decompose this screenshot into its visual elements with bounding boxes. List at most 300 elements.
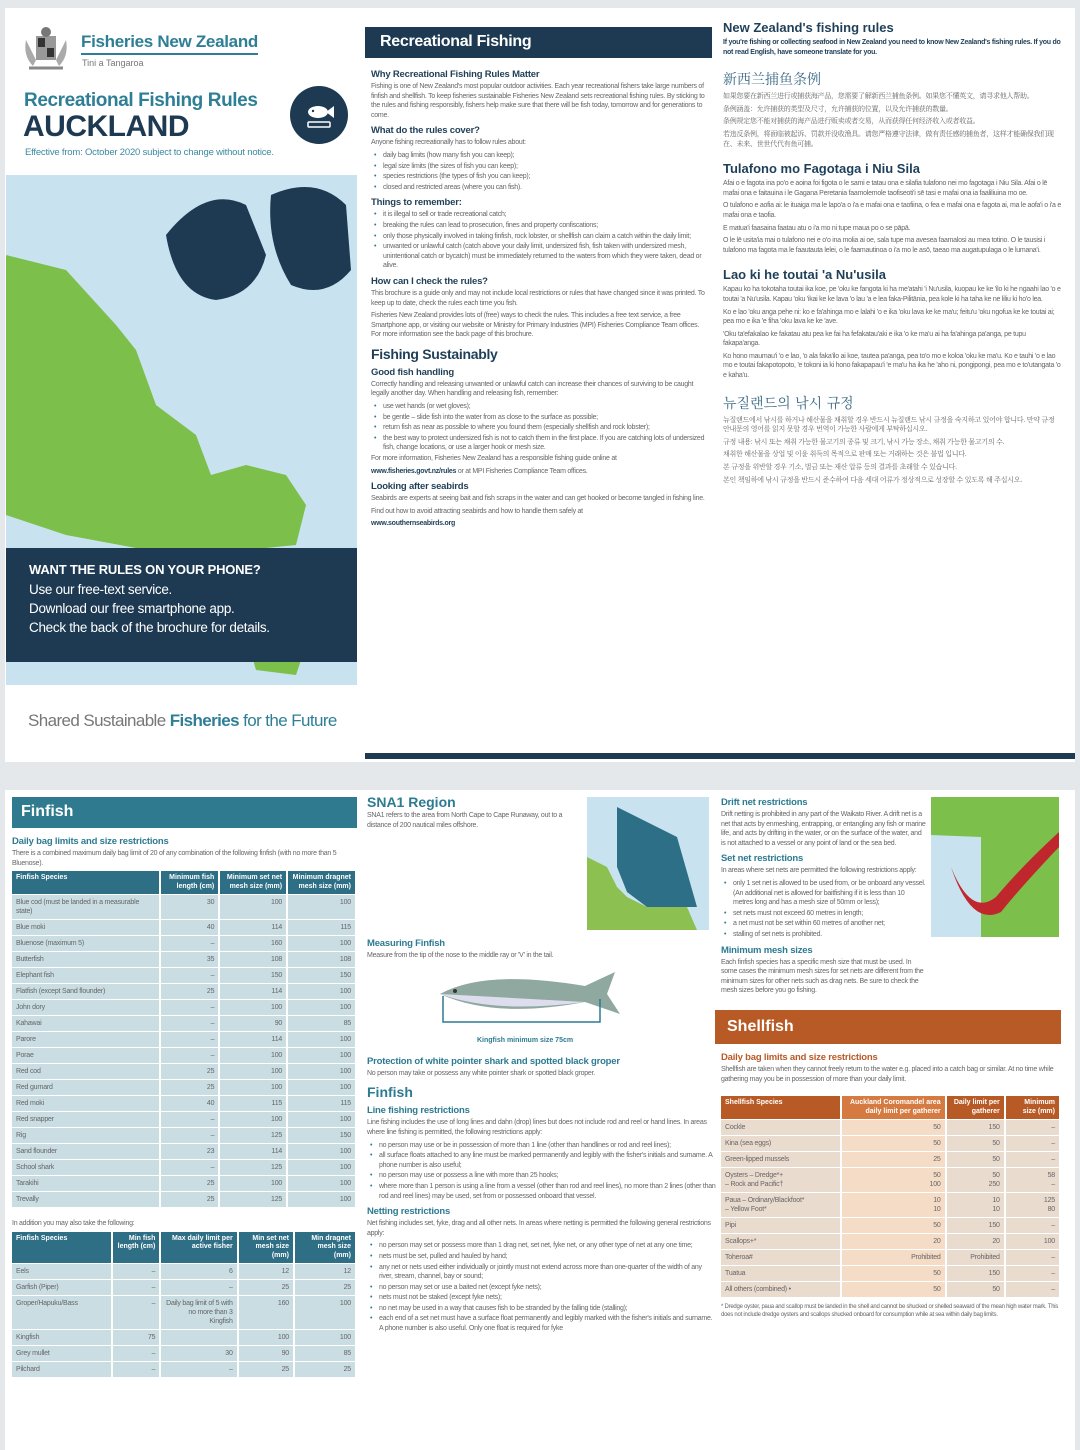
table-row: [12, 1144, 356, 1160]
table-cell: 50: [946, 1136, 1005, 1152]
table-cell: Garfish (Piper): [12, 1280, 112, 1296]
table-cell: 12: [238, 1264, 294, 1280]
paragraph: If you're fishing or collecting seafood in New Zealand you need to know New Zealand's fishing rules. If you do not read English, have someone translate for you.: [723, 39, 1061, 56]
table-row: [12, 1016, 356, 1032]
table-cell: Prohibited: [841, 1250, 946, 1266]
table-cell: 100: [219, 1048, 287, 1064]
table-row: [12, 952, 356, 968]
table-cell: Toheroa#: [721, 1250, 841, 1266]
paragraph: In areas where set nets are permitted the following restrictions apply:: [721, 867, 917, 875]
section-heading: Looking after seabirds: [371, 481, 469, 493]
table-cell: 100: [287, 1112, 356, 1128]
table-cell: 100: [287, 984, 356, 1000]
table-cell: 108: [287, 952, 356, 968]
table-cell: Red cod: [12, 1064, 160, 1080]
table-cell: 150: [946, 1120, 1005, 1136]
paragraph: 若违反条例，将面临被起诉、罚款并没收渔具。请您严格遵守法律，做有责任感的捕鱼者，这样才能确保我们现在、未来、世世代代有鱼可捕。: [723, 130, 1054, 148]
table-row: [12, 984, 356, 1000]
table-cell: 150: [946, 1266, 1005, 1282]
website-link[interactable]: www.southernseabirds.org: [371, 520, 455, 528]
content-blocks: [365, 58, 712, 529]
footer-stripe: [365, 753, 1075, 759]
measuring-title: Measuring Finfish: [367, 938, 445, 950]
list-item: • all surface floats attached to any line must be marked permanently and legibly with the fisher's initials and surname. A phone number is also useful;: [367, 1151, 717, 1170]
table-cell: 85: [287, 1016, 356, 1032]
table-cell: 50: [946, 1282, 1005, 1298]
section-heading: Protection of white pointer shark and spotted black groper: [367, 1055, 620, 1067]
table-cell: 100: [219, 1080, 287, 1096]
table-cell: 6: [160, 1264, 237, 1280]
table-cell: 58 –: [1005, 1168, 1060, 1193]
table-cell: John dory: [12, 1000, 160, 1016]
table-cell: Green-lipped mussels: [721, 1152, 841, 1168]
table-row: [12, 1264, 356, 1280]
table-row: [12, 1280, 356, 1296]
table-cell: 90: [219, 1016, 287, 1032]
table-row: [721, 1136, 1060, 1152]
table-cell: –: [160, 1160, 219, 1176]
table-cell: Oysters – Dredge*+ – Rock and Pacific†: [721, 1168, 841, 1193]
table-cell: –: [160, 968, 219, 984]
table-cell: 100: [287, 895, 356, 920]
table-row: [12, 1176, 356, 1192]
paragraph: O le lē usita'ia mai o tulafono nei e o'o ina molia ai oe, sala tupe ma avesea faamalosi au mea totino. O le tausisi i tulafono ma fagota ma le faautauta lelei, o le faamautinoa o i'a mo le asō, taeao ma augatupulaga o le lumana'i.: [723, 237, 1046, 254]
table-cell: 125: [219, 1192, 287, 1208]
table-cell: Bluenose (maximum 5): [12, 936, 160, 952]
table-cell: Tarakihi: [12, 1176, 160, 1192]
table-row: [721, 1266, 1060, 1282]
table-cell: 20: [841, 1234, 946, 1250]
paragraph: O tulafono e aofia ai: le ituaiga ma le lapo'a o i'a e mafai ona e taofiina, o fea e mafai ona e fagota ai, ma le aofa'i o i'a e mafai ona e taofia.: [723, 202, 1061, 219]
table-cell: 100: [219, 1176, 287, 1192]
table-cell: –: [1005, 1282, 1060, 1298]
table-cell: –: [160, 1048, 219, 1064]
table-cell: 25: [238, 1362, 294, 1378]
table-cell: –: [1005, 1152, 1060, 1168]
shellfish-header: Shellfish: [715, 1010, 1061, 1044]
section-heading: What do the rules cover?: [371, 125, 480, 137]
table-cell: 12: [294, 1264, 356, 1280]
table-cell: 10 10: [841, 1193, 946, 1218]
list-item: • no person may use or possess a line with more than 25 hooks;: [367, 1171, 717, 1181]
table-cell: 40: [160, 1096, 219, 1112]
content-blocks: [721, 797, 926, 996]
table-cell: 50: [841, 1218, 946, 1234]
paragraph: Kapau ko ha tokotaha toutai ika koe, pe 'oku ke fangota ki ha me'atahi 'i Nu'usila, kuopau ke ke 'ilo ki he ngaahi lao 'o e toutai 'a Nu'usila. Kapau 'oku 'ikai ke ke lava 'o lau 'a e lea faka-Pilitānia, pea kole ki ha taha ke ne liliu ki ho'o lea.: [723, 286, 1061, 303]
list-item: • the best way to protect undersized fish is not to catch them in the first place. If you are catching lots of undersized fish, change locations, or use a larger hook or mesh size.: [371, 434, 706, 453]
table-cell: Grey mullet: [12, 1346, 112, 1362]
sna1-title: SNA1 Region: [367, 794, 456, 810]
also-note: In addition you may also take the following:: [12, 1220, 135, 1228]
table-cell: All others (combined) •: [721, 1282, 841, 1298]
paragraph: Afai o e fagota ina po'o e aoina foi figota o le sami e tatau ona e silafia tulafono nei mo fagotaga i Niu Sila. Afai o lē mafai ona e faitauina i le Gagana Peretania faamolemole taofiseoti'i sē tasi e mafai ona ia faaliliuina mo oe.: [723, 180, 1048, 197]
table-cell: 100: [287, 1192, 356, 1208]
table-cell: Trevally: [12, 1192, 160, 1208]
table-cell: 100: [287, 1160, 356, 1176]
language-heading: Lao ki he toutai 'a Nu'usila: [723, 267, 886, 283]
table-cell: 125: [219, 1160, 287, 1176]
table-cell: Flatfish (except Sand flounder): [12, 984, 160, 1000]
shellfish-subheading: Daily bag limits and size restrictions: [721, 1051, 878, 1063]
waikato-river-map: [931, 797, 1059, 937]
additional-finfish-table: [12, 1232, 357, 1378]
list-item: • no person may set or possess more than 1 drag net, set net, fyke net, or any other type of net at any one time;: [367, 1241, 717, 1251]
table-row: [12, 1080, 356, 1096]
fish-rules-badge: [290, 86, 348, 144]
table-cell: 25: [160, 1080, 219, 1096]
table-cell: 100: [287, 1176, 356, 1192]
table-cell: 10 10: [946, 1193, 1005, 1218]
language-heading: New Zealand's fishing rules: [723, 20, 894, 35]
finfish-header: Finfish: [12, 797, 357, 828]
table-cell: 125 80: [1005, 1193, 1060, 1218]
table-row: [12, 1160, 356, 1176]
table-row: [721, 1234, 1060, 1250]
table-row: [12, 920, 356, 936]
table-cell: 50: [841, 1120, 946, 1136]
table-cell: Scallops+*: [721, 1234, 841, 1250]
list-item: • only those physically involved in taking finfish, rock lobster, or shellfish can claim a catch within the daily limit;: [371, 232, 706, 242]
banner-line: Download our free smartphone app.: [29, 601, 235, 616]
paragraph: 条例涵盖：允许捕获的类型及尺寸，允许捕获的位置，以及允许捕获的数量。: [723, 105, 953, 113]
finfish-table: [12, 871, 357, 1207]
table-cell: 115: [287, 1096, 356, 1112]
table-cell: 25: [841, 1152, 946, 1168]
table-cell: 100: [219, 1112, 287, 1128]
table-cell: –: [160, 1000, 219, 1016]
list-item: • use wet hands (or wet gloves);: [371, 402, 706, 412]
table-cell: 100: [1005, 1234, 1060, 1250]
table-cell: –: [112, 1264, 160, 1280]
content-blocks: [367, 1056, 717, 1334]
table-cell: 25: [160, 1064, 219, 1080]
table-cell: 50 250: [946, 1168, 1005, 1193]
list-item: • it is illegal to sell or trade recreational catch;: [371, 210, 706, 220]
table-row: [12, 895, 356, 920]
table-cell: –: [160, 1112, 219, 1128]
shellfish-footnote: * Dredge oyster, paua and scallop must be landed in the shell and cannot be shucked or shelled seaward of the mean high water mark. This does not include dredge oysters and scallops shucked onboard for consumption while at sea within daily bag limits.: [721, 1304, 1059, 1319]
table-cell: –: [1005, 1266, 1060, 1282]
table-row: [12, 1064, 356, 1080]
table-header-row: [12, 1232, 356, 1264]
table-cell: Paua – Ordinary/Blackfoot* – Yellow Foot*: [721, 1193, 841, 1218]
table-cell: 25: [160, 1176, 219, 1192]
column-header: Daily limit per gatherer: [946, 1096, 1005, 1120]
table-row: [12, 1296, 356, 1330]
table-cell: 90: [238, 1346, 294, 1362]
table-cell: 150: [287, 1128, 356, 1144]
table-cell: –: [112, 1362, 160, 1378]
table-cell: Blue moki: [12, 920, 160, 936]
table-row: [12, 936, 356, 952]
paragraph: 뉴질랜드에서 낚시를 하거나 해산물을 채취할 경우 반드시 뉴질랜드 낚시 규정을 숙지하고 있어야 합니다. 만약 규정 안내문의 영어를 읽지 못할 경우 번역이 가능한 사람에게 부탁하십시오.: [723, 416, 1055, 434]
table-cell: 23: [160, 1144, 219, 1160]
list-item: • where more than 1 person is using a line from a vessel (other than rod and reel lines), no more than 2 lines (other than rod and reel lines) may be used, set from or possessed onboard that vessel.: [367, 1182, 717, 1201]
table-row: [721, 1152, 1060, 1168]
paragraph: 'Oku ta'efakalao ke fakatau atu pea ke fai ha fefakatau'aki e ika 'o ke ma'u ai ha fa'ahinga pa'anga, pe tupu fakapa'anga.: [723, 330, 1026, 348]
table-cell: 115: [219, 1096, 287, 1112]
paragraph: 如果您要在新西兰进行或捕获海产品，您需要了解新西兰捕鱼条例。如果您不懂英文，请寻求他人帮助。: [723, 93, 1034, 101]
table-cell: Pilchard: [12, 1362, 112, 1378]
table-header-row: [12, 871, 356, 895]
list-item: • only 1 set net is allowed to be used from, or be onboard any vessel. (An additional net is allowed for baitfishing if it is less than 10 metres long and has a mesh size of 50mm or less);: [721, 879, 926, 908]
table-cell: Kingfish: [12, 1330, 112, 1346]
fish-caption: Kingfish minimum size 75cm: [477, 1036, 574, 1044]
list-item: • nets must be set, pulled and hauled by hand;: [367, 1252, 717, 1262]
paragraph: Fishing is one of New Zealand's most popular outdoor activities. Each year recreational fishers take large numbers of finfish and shellfish. To keep fisheries sustainable Fisheries New Zealand sets recreational fishing rules. By sticking to the rules and fishing responsibly, fishers help make sure that there will be fish today, tomorrow and for generations to come.: [371, 83, 705, 119]
brand-name: Fisheries New Zealand: [81, 32, 258, 55]
table-cell: 50: [841, 1282, 946, 1298]
table-cell: 50: [841, 1136, 946, 1152]
table-row: [12, 968, 356, 984]
fish-icon: [290, 86, 348, 144]
paragraph: Correctly handling and releasing unwanted or unlawful catch can increase their chances of surviving to be caught legally another day. When handling and releasing fish, remember:: [371, 380, 694, 398]
cover-panel: [5, 8, 358, 762]
table-cell: Rig: [12, 1128, 160, 1144]
table-cell: 25: [238, 1280, 294, 1296]
column-header: Minimum fish length (cm): [160, 871, 219, 895]
table-cell: 25: [160, 1192, 219, 1208]
finfish-note: There is a combined maximum daily bag limit of 20 of any combination of the following finfish (with no more than 5 Bluenose).: [12, 850, 337, 867]
table-cell: Red gurnard: [12, 1080, 160, 1096]
table-cell: Pipi: [721, 1218, 841, 1234]
table-cell: –: [160, 1280, 237, 1296]
website-link[interactable]: www.fisheries.govt.nz/rules: [371, 467, 457, 475]
table-cell: 114: [219, 1144, 287, 1160]
section-heading: How can I check the rules?: [371, 275, 488, 287]
paragraph: E matua'i faasaina faatau atu o i'a mo ni tupe maua po o se pāpā.: [723, 224, 911, 232]
column-header: Max daily limit per active fisher: [160, 1232, 237, 1264]
table-cell: 100: [287, 1144, 356, 1160]
table-cell: 25: [160, 984, 219, 1000]
netting-shellfish-panel: [721, 792, 1061, 1322]
recreational-fishing-panel: [365, 27, 712, 532]
table-cell: –: [112, 1296, 160, 1330]
list-item: • any net or nets used either individually or jointly must not extend across more than one-quarter of the width of any river, stream, channel, bay or sound;: [367, 1263, 717, 1282]
table-cell: 100: [287, 1064, 356, 1080]
table-cell: Cockle: [721, 1120, 841, 1136]
list-item: • no person may use or be in possession of more than 1 line (other than handlines or rod and reel lines);: [367, 1141, 717, 1151]
list-item: • a net must not be set within 60 metres of another net;: [721, 919, 926, 929]
table-cell: 100: [219, 1064, 287, 1080]
content-blocks: [723, 20, 1061, 485]
table-cell: School shark: [12, 1160, 160, 1176]
column-header: Min dragnet mesh size (mm): [294, 1232, 356, 1264]
brochure-front: [5, 8, 1075, 762]
list-item: • stalling of set nets is prohibited.: [721, 930, 926, 940]
translations-panel: [723, 8, 1061, 488]
table-cell: 108: [219, 952, 287, 968]
list-item: • no person may set or use a baited net (except fyke nets);: [367, 1283, 717, 1293]
table-cell: 100: [219, 1000, 287, 1016]
sna1-panel: [367, 792, 717, 1335]
table-row: [12, 1096, 356, 1112]
paragraph: Find out how to avoid attracting seabirds and how to handle them safely at: [371, 507, 583, 515]
banner-line: Use our free-text service.: [29, 582, 173, 597]
table-cell: 100: [287, 1000, 356, 1016]
table-cell: 160: [238, 1296, 294, 1330]
column-header: Auckland Coromandel area daily limit per gatherer: [841, 1096, 946, 1120]
table-row: [12, 1112, 356, 1128]
section-title: Fishing Sustainably: [371, 345, 498, 362]
section-heading: Things to remember:: [371, 197, 462, 209]
table-cell: 100: [287, 936, 356, 952]
table-cell: –: [1005, 1120, 1060, 1136]
language-heading: 뉴질랜드의 낚시 규정: [723, 395, 854, 412]
table-cell: Groper/Hapuku/Bass: [12, 1296, 112, 1330]
table-cell: 50 100: [841, 1168, 946, 1193]
table-row: [721, 1193, 1060, 1218]
column-header: Minimum size (mm): [1005, 1096, 1060, 1120]
table-header-row: [721, 1096, 1060, 1120]
list-item: • breaking the rules can lead to prosecution, fines and property confiscations;: [371, 221, 706, 231]
sna1-text: SNA1 refers to the area from North Cape to Cape Runaway, out to a distance of 200 nautical miles offshore.: [367, 812, 563, 829]
phone-rules-banner: [6, 548, 357, 662]
paragraph: Drift netting is prohibited in any part of the Waikato River. A drift net is a net that acts by enmeshing, entrapping, or entangling any fish or marine life, and acts by drifting in the water, or on the surface of the water, and is not attached to a vessel or any point of land or the sea bed.: [721, 811, 926, 847]
table-cell: Butterfish: [12, 952, 160, 968]
brand-subtitle: Tini a Tangaroa: [82, 58, 144, 68]
section-heading: Line fishing restrictions: [367, 1105, 470, 1117]
table-row: [721, 1250, 1060, 1266]
table-cell: 100: [219, 895, 287, 920]
column-header: Minimum set net mesh size (mm): [219, 871, 287, 895]
table-cell: –: [1005, 1218, 1060, 1234]
table-row: [12, 1032, 356, 1048]
table-cell: –: [160, 1016, 219, 1032]
table-cell: Red moki: [12, 1096, 160, 1112]
paragraph: 채취한 해산물을 상업 및 이윤 취득의 목적으로 판매 또는 거래하는 것은 불법 입니다.: [723, 451, 967, 459]
table-cell: 85: [294, 1346, 356, 1362]
table-cell: –: [112, 1346, 160, 1362]
paragraph: 条例规定您不能对捕获的海产品进行贩卖或者交易，从而获得任何经济收入或者收益。: [723, 118, 980, 126]
brochure-inside: [5, 790, 1075, 1450]
table-cell: 100: [287, 1080, 356, 1096]
table-row: [721, 1168, 1060, 1193]
table-row: [12, 1192, 356, 1208]
section-heading: Drift net restrictions: [721, 797, 808, 808]
table-cell: Red snapper: [12, 1112, 160, 1128]
list-item: • species restrictions (the types of fish you can keep);: [371, 172, 706, 182]
table-cell: Kina (sea eggs): [721, 1136, 841, 1152]
table-cell: Sand flounder: [12, 1144, 160, 1160]
table-row: [12, 1330, 356, 1346]
table-cell: [160, 1330, 237, 1346]
cover-title: Recreational Fishing Rules: [24, 90, 258, 111]
tagline: Shared Sustainable Fisheries for the Future: [28, 711, 337, 730]
table-cell: 160: [219, 936, 287, 952]
table-row: [12, 1000, 356, 1016]
finfish-subheading: Daily bag limits and size restrictions: [12, 836, 169, 847]
link-paragraph: [371, 519, 706, 529]
section-heading: Netting restrictions: [367, 1206, 451, 1218]
table-cell: Eels: [12, 1264, 112, 1280]
table-cell: Kahawai: [12, 1016, 160, 1032]
table-cell: Tuatua: [721, 1266, 841, 1282]
paragraph: Seabirds are experts at seeing bait and fish scraps in the water and can get hooked or become tangled in fishing line.: [371, 495, 705, 503]
table-cell: 30: [160, 1346, 237, 1362]
paragraph: This brochure is a guide only and may not include local restrictions or rules that have changed since it was printed. To keep up to date, check the rules each time you fish.: [371, 289, 705, 307]
coat-of-arms-logo: [21, 26, 71, 72]
list-item: • nets must not be staked (except fyke nets);: [367, 1293, 717, 1303]
finfish-panel: [12, 797, 357, 1377]
list-item: • be gentle – slide fish into the water from as close to the surface as possible;: [371, 413, 706, 423]
table-cell: 40: [160, 920, 219, 936]
list-item: • unwanted or unlawful catch (catch above your daily limit, undersized fish, fish taken with undersized mesh, unintentional catch or bycatch) must be immediately returned to the waters from which they were taken, dead or alive.: [371, 242, 706, 271]
table-cell: 50: [946, 1152, 1005, 1168]
table-cell: –: [160, 936, 219, 952]
paragraph: 규정 내용: 낚시 또는 채취 가능한 물고기의 종류 및 크기, 낚시 가능 장소, 채취 가능한 물고기의 수.: [723, 438, 1005, 446]
list-item: • daily bag limits (how many fish you can keep);: [371, 151, 706, 161]
table-cell: –: [160, 1362, 237, 1378]
section-heading: Why Recreational Fishing Rules Matter: [371, 69, 540, 80]
table-cell: 115: [287, 920, 356, 936]
table-cell: –: [112, 1280, 160, 1296]
section-title: Finfish: [367, 1084, 413, 1101]
section-heading: Good fish handling: [371, 366, 454, 378]
table-cell: 75: [112, 1330, 160, 1346]
column-header: Min set net mesh size (mm): [238, 1232, 294, 1264]
table-cell: 114: [219, 920, 287, 936]
column-header: Minimum dragnet mesh size (mm): [287, 871, 356, 895]
table-cell: Prohibited: [946, 1250, 1005, 1266]
table-row: [12, 1362, 356, 1378]
table-cell: 150: [287, 968, 356, 984]
kingfish-image: [435, 964, 635, 1044]
effective-date: Effective from: October 2020 subject to change without notice.: [25, 147, 274, 158]
table-cell: 114: [219, 984, 287, 1000]
table-cell: –: [160, 1032, 219, 1048]
language-heading: Tulafono mo Fagotaga i Niu Sila: [723, 161, 920, 177]
paragraph: Line fishing includes the use of long lines and dahn (drop) lines but does not include rod and reel or hand lines. In areas where line fishing is permitted, the following restrictions apply:: [367, 1119, 707, 1136]
table-cell: 125: [219, 1128, 287, 1144]
column-header: Shellfish Species: [721, 1096, 841, 1120]
paragraph: 본 규정을 위반할 경우 기소, 벌금 또는 재산 압류 등의 결과를 초래할 수 있습니다.: [723, 464, 957, 472]
paragraph: Ko hono maumau'i 'o e lao, 'o ala faka'ilo ai koe, tautea pa'anga, pea to'o mo e koloa 'oku ke ma'u. Ko e tauhi 'o e lao mo e toutai fakapotopoto, 'e tokoni ia ki hono fakapapau'i 'e ma'u ha ika he 'aho ni, pongipongi, pea mo e to'utangata 'o e kaha'u.: [723, 352, 1061, 380]
column-header: Finfish Species: [12, 871, 160, 895]
table-cell: –: [160, 1128, 219, 1144]
table-cell: 25: [294, 1280, 356, 1296]
list-item: • set nets must not exceed 60 metres in length;: [721, 909, 926, 919]
table-cell: –: [1005, 1136, 1060, 1152]
list-item: • each end of a set net must have a surface float permanently and legibly marked with the fisher's initials and surname. A phone number is also useful. Only one float is required for fyke: [367, 1314, 717, 1333]
list-item: • legal size limits (the sizes of fish you can keep);: [371, 162, 706, 172]
table-cell: 25: [294, 1362, 356, 1378]
table-cell: 35: [160, 952, 219, 968]
sna1-map: [587, 797, 709, 930]
table-cell: Parore: [12, 1032, 160, 1048]
table-row: [721, 1120, 1060, 1136]
table-cell: 20: [946, 1234, 1005, 1250]
paragraph: Fisheries New Zealand provides lots of (free) ways to check the rules. This includes a free text service, a free Smartphone app, or visiting our website or Ministry for Primary Industries (MPI) Fisheries Compliance Team offices. For more information see the back page of this brochure.: [371, 312, 700, 339]
table-cell: Porae: [12, 1048, 160, 1064]
language-heading: 新西兰捕鱼条例: [723, 72, 821, 89]
paragraph: No person may take or possess any white pointer shark or spotted black groper.: [367, 1069, 595, 1077]
paragraph: Net fishing includes set, fyke, drag and all other nets. In areas where netting is permitted the following general restrictions apply:: [367, 1220, 711, 1237]
column-header: Min fish length (cm): [112, 1232, 160, 1264]
table-cell: 114: [219, 1032, 287, 1048]
section-heading: Set net restrictions: [721, 853, 804, 865]
section-heading: Minimum mesh sizes: [721, 944, 813, 956]
shellfish-table: [721, 1096, 1061, 1297]
table-row: [721, 1218, 1060, 1234]
list-item: • no net may be used in a way that causes fish to be stranded by the falling tide (stalling);: [367, 1304, 717, 1314]
paragraph: 본인 책임하에 낚시 규정을 반드시 준수하여 다음 세대 어류가 정상적으로 성장할 수 있도록 해 주십시오.: [723, 476, 1022, 484]
paragraph: Each finfish species has a specific mesh size that must be used. In some cases the minimum mesh sizes for set nets are different from the minimum sizes for other nets such as drag nets. Be sure to check the mesh sizes before you go fishing.: [721, 958, 924, 995]
table-cell: 30: [160, 895, 219, 920]
table-cell: 50: [841, 1266, 946, 1282]
table-cell: 100: [238, 1330, 294, 1346]
table-row: [721, 1282, 1060, 1298]
